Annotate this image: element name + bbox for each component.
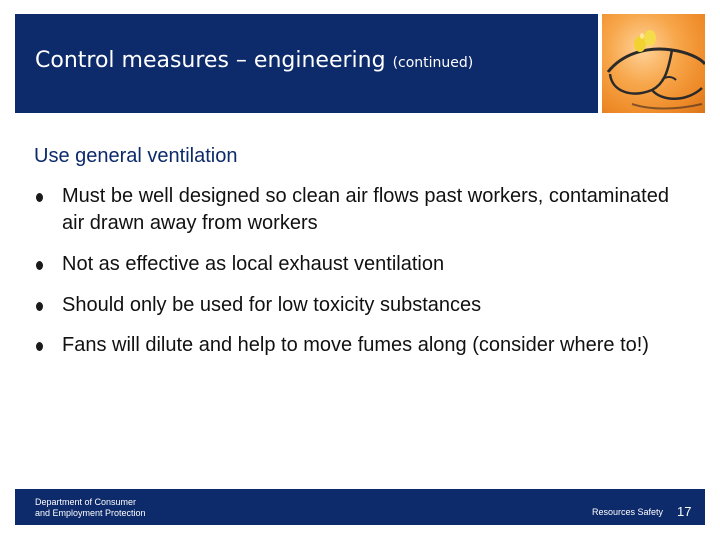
section-heading: Use general ventilation [34,145,238,167]
bullet-item [34,332,674,359]
bullet-list [34,183,674,359]
safety-glasses-earplugs-icon [602,14,705,113]
bullet-item [34,292,674,319]
bullet-text: Fans will dilute and help to move fumes along (consider where to!) [62,334,649,356]
bullet-text: Should only be used for low toxicity substances [62,294,482,316]
safety-gear-photo [602,14,705,113]
bullet-item [34,183,674,237]
bullet-text: Must be well designed so clean air flows past workers, contaminated air drawn away from workers [62,185,669,234]
bullet-text: Not as effective as local exhaust ventilation [62,253,445,275]
page-number: 17 [677,504,692,519]
bullet-icon [36,342,43,351]
bullet-icon [36,261,43,270]
slide-title [35,48,473,73]
footer-department-line2: and Employment Protection [35,508,146,518]
slide-title-main: Control measures – engineering [35,48,386,73]
slide-title-suffix: (continued) [392,55,474,71]
bullet-item [34,251,674,278]
footer-brand: Resources Safety [592,507,664,517]
footer-bar [15,489,705,525]
footer-department-line1: Department of Consumer [35,497,137,507]
footer-department [35,497,146,519]
header-bar [15,14,598,113]
bullet-icon [36,193,43,202]
bullet-icon [36,302,43,311]
